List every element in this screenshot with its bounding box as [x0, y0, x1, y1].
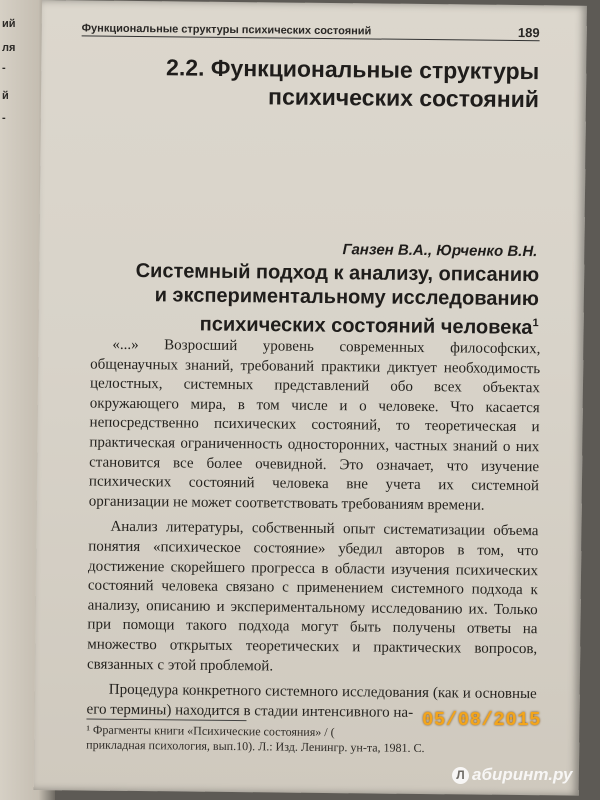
- article-title-text: психических состояний человека: [199, 313, 533, 339]
- book-page: [34, 0, 587, 796]
- running-head: [82, 22, 540, 41]
- section-title-line: психических состояний: [268, 83, 540, 113]
- paragraph: Процедура конкретного системного исследования (как и основные его термины) находится в стадии интенсивного на-: [86, 681, 537, 721]
- section-title: [101, 53, 540, 114]
- left-page-fragment: -: [2, 112, 6, 124]
- page-number: 189: [517, 24, 540, 41]
- running-head-title: Функциональные структуры психических состояний: [81, 22, 372, 38]
- section-title-line: 2.2. Функциональные структуры: [165, 54, 540, 85]
- left-page-fragment: ий: [2, 18, 16, 30]
- paragraph: «...» Возросший уровень современных философских, общенаучных знаний, требований практики диктует необходимость целостных, системных представлений обо всех объектах окружающего мира, в том числе и о человеке. Что касается непосредственно психических состояний, то теоретическая и практическая ограниченность односторонних, частных знаний о них становится все более очевидной. Это означает, что изучение психических состояний человека вне учета их системной организации не может соответствовать требованиям времени.: [88, 336, 541, 514]
- paragraph: Анализ литературы, собственный опыт систематизации объема понятия «психическое состояние» убедил авторов в том, что достижение скорейшего прогресса в области изучения психических состояний человека связано с применением системного подхода к анализу, описанию и экспериментальному исследованию их. Только при помощи такого подхода могут быть получены ответы на множество открытых теоретических и практических вопросов, связанных с этой проблемой.: [86, 519, 539, 674]
- labirint-logo-icon: Л: [452, 767, 469, 784]
- article-body: [86, 336, 540, 725]
- article-title-line: [93, 307, 538, 340]
- footnote-line: ¹ Фрагменты книги «Психические состояния» / (: [86, 722, 335, 740]
- left-page-fragment: й: [2, 90, 9, 102]
- photo-date-stamp: 05/08/2015: [422, 709, 542, 731]
- footnote-line: прикладная психология, вып.10). Л.: Изд. Ленингр. ун-та, 1981. С.: [86, 737, 425, 756]
- labirint-watermark: [452, 765, 572, 785]
- article-title: [93, 259, 539, 340]
- footnote-marker: 1: [532, 317, 539, 330]
- left-page-fragment: -: [2, 62, 6, 74]
- article-title-line: и экспериментальному исследованию: [154, 284, 540, 311]
- watermark-text: абиринт.ру: [472, 765, 573, 784]
- article-authors: Ганзен В.А., Юрченко В.Н.: [342, 241, 538, 261]
- article-title-line: Системный подход к анализу, описанию: [135, 259, 540, 287]
- left-page-fragment: ля: [2, 42, 16, 54]
